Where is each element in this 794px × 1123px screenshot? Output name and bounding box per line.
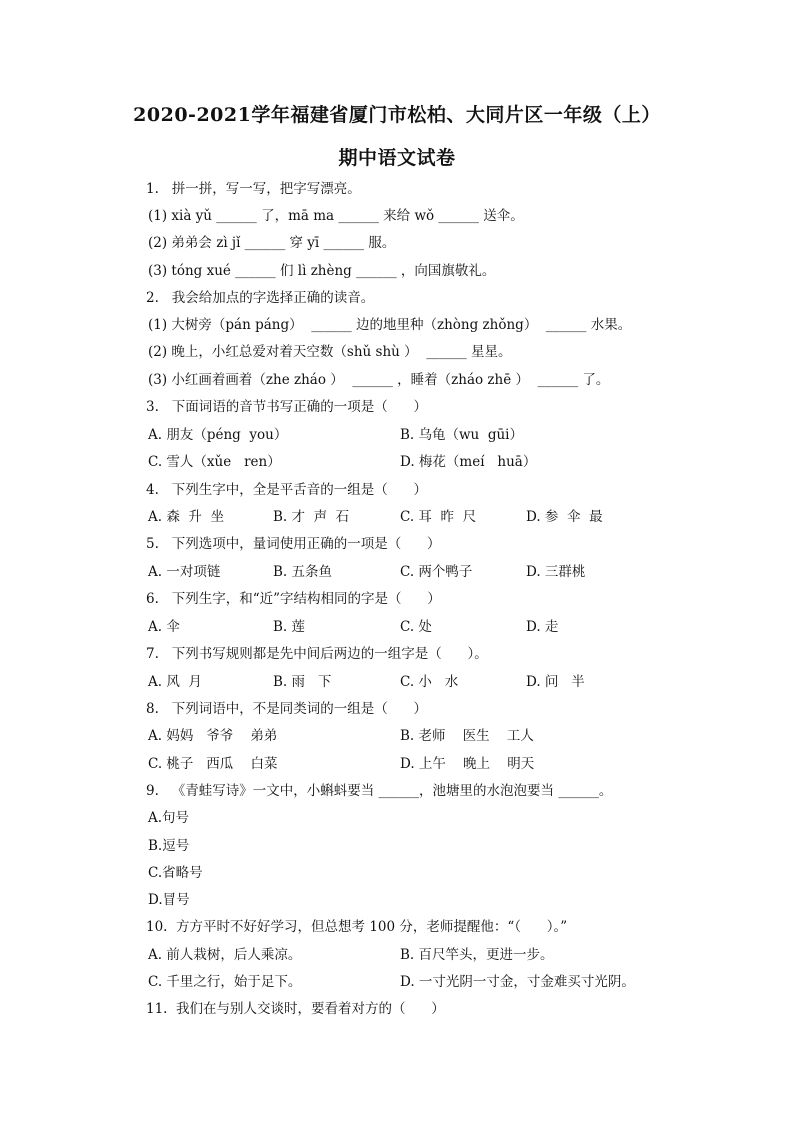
- question-5-option-d: D. 三群桃: [526, 564, 586, 580]
- question-4-stem: 4. 下列生字中，全是平舌音的一组是（ ）: [146, 482, 428, 498]
- question-6-stem: 6. 下列生字，和“近”字结构相同的字是（ ）: [146, 591, 441, 607]
- question-2-stem: 2. 我会给加点的字选择正确的读音。: [146, 290, 375, 306]
- exam-subtitle: 期中语文试卷: [338, 147, 456, 169]
- question-11-stem: 11. 我们在与别人交谈时，要看着对方的（ ）: [146, 1001, 445, 1017]
- question-10-option-a: A. 前人栽树，后人乘凉。: [148, 947, 302, 963]
- question-4-option-b: B. 才 声 石: [273, 509, 350, 525]
- question-8-option-a: A. 妈妈 爷爷 弟弟: [148, 728, 278, 744]
- question-5-stem: 5. 下列选项中，量词使用正确的一项是（ ）: [146, 536, 441, 552]
- question-7-option-a: A. 风 月: [148, 674, 202, 690]
- question-10-option-b: B. 百尺竿头，更进一步。: [400, 947, 554, 963]
- question-1-item-3: (3) tóng xué ______ 们 lì zhèng ______ ，向国旗敬礼。: [148, 263, 496, 279]
- question-9-option-d: D.冒号: [148, 892, 190, 908]
- question-2-item-1: (1) 大树旁（pán páng） ______ 边的地里种（zhòng zhǒng） ______ 水果。: [148, 317, 632, 333]
- question-10-stem: 10. 方方平时不好好学习，但总想考 100 分，老师提醒他：“（ ）。”: [146, 919, 568, 935]
- question-6-option-b: B. 莲: [273, 619, 306, 635]
- question-1-item-2: (2) 弟弟会 zì jǐ ______ 穿 yī ______ 服。: [148, 235, 396, 251]
- question-3-stem: 3. 下面词语的音节书写正确的一项是（ ）: [146, 399, 428, 415]
- question-1-item-1: (1) xià yǔ ______ 了，mā ma ______ 来给 wǒ ______ 送伞。: [148, 208, 524, 224]
- question-4-option-a: A. 森 升 坐: [148, 509, 224, 525]
- question-3-option-d: D. 梅花（meí huā）: [400, 454, 537, 470]
- question-8-option-c: C. 桃子 西瓜 白菜: [148, 756, 278, 772]
- exam-title: 2020-2021学年福建省厦门市松柏、大同片区一年级（上）: [133, 104, 661, 126]
- question-9-option-c: C.省略号: [148, 865, 203, 881]
- question-2-item-2: (2) 晚上，小红总爱对着天空数（shǔ shù ） ______ 星星。: [148, 344, 512, 360]
- question-8-option-b: B. 老师 医生 工人: [400, 728, 534, 744]
- question-3-option-c: C. 雪人（xǔe ren）: [148, 454, 281, 470]
- question-7-option-b: B. 雨 下: [273, 674, 332, 690]
- question-9-option-a: A.句号: [148, 810, 190, 826]
- question-5-option-c: C. 两个鸭子: [400, 564, 473, 580]
- question-10-option-c: C. 千里之行，始于足下。: [148, 974, 302, 990]
- question-7-option-d: D. 问 半: [526, 674, 585, 690]
- question-9-stem: 9. 《青蛙写诗》一文中，小蝌蚪要当 ______，池塘里的水泡泡要当 ______。: [146, 783, 613, 799]
- question-3-option-a: A. 朋友（péng you）: [148, 427, 288, 443]
- question-3-option-b: B. 乌龟（wu gūi）: [400, 427, 523, 443]
- question-7-option-c: C. 小 水: [400, 674, 459, 690]
- question-9-option-b: B.逗号: [148, 838, 190, 854]
- question-7-stem: 7. 下列书写规则都是先中间后两边的一组字是（ ）。: [146, 646, 488, 662]
- question-4-option-d: D. 参 伞 最: [526, 509, 603, 525]
- question-4-option-c: C. 耳 昨 尺: [400, 509, 477, 525]
- question-8-stem: 8. 下列词语中，不是同类词的一组是（ ）: [146, 701, 428, 717]
- question-10-option-d: D. 一寸光阴一寸金，寸金难买寸光阴。: [400, 974, 635, 990]
- question-5-option-a: A. 一对项链: [148, 564, 221, 580]
- question-8-option-d: D. 上午 晚上 明天: [400, 756, 535, 772]
- question-5-option-b: B. 五条鱼: [273, 564, 333, 580]
- question-6-option-c: C. 处: [400, 619, 432, 635]
- question-2-item-3: (3) 小红画着画着（zhe zháo ） ______ ，睡着（zháo zhē ） ______ 了。: [148, 372, 610, 388]
- question-6-option-d: D. 走: [526, 619, 559, 635]
- question-1-stem: 1. 拼一拼，写一写，把字写漂亮。: [146, 181, 361, 197]
- question-6-option-a: A. 伞: [148, 619, 180, 635]
